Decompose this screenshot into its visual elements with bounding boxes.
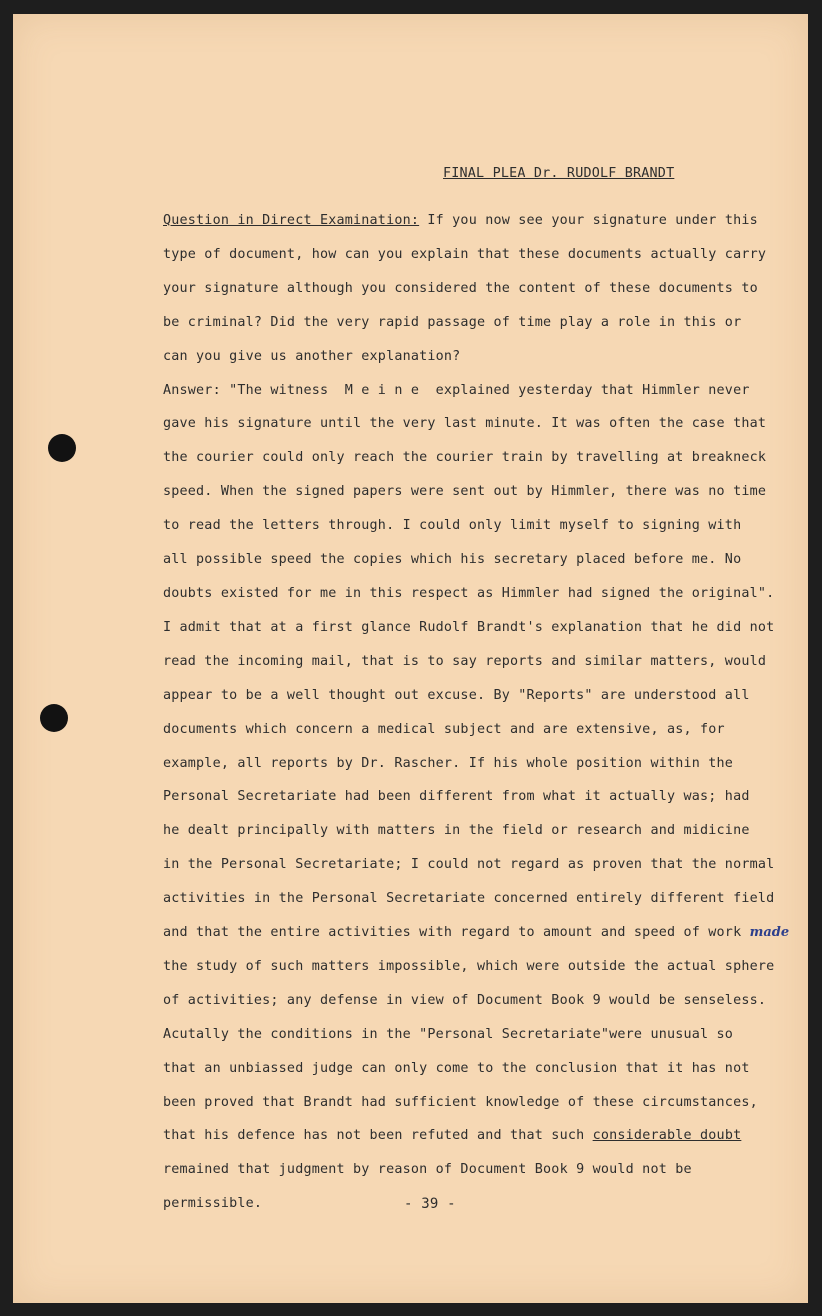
text-line: Answer: "The witness M e i n e explained yesterday that Himmler never	[163, 382, 750, 398]
page-number: - 39 -	[404, 1196, 456, 1212]
document-page	[13, 14, 808, 1303]
text-line: If you now see your signature under this	[419, 213, 758, 228]
text-line: remained that judgment by reason of Document Book 9 would not be	[163, 1162, 692, 1178]
text-line: Acutally the conditions in the "Personal Secretariate"were unusual so	[163, 1026, 734, 1042]
text-line: activities in the Personal Secretariate concerned entirely different field	[163, 891, 775, 907]
text-line: type of document, how can you explain that these documents actually carry	[163, 246, 767, 262]
text-line: your signature although you considered the content of these documents to	[163, 280, 758, 296]
text-line: read the incoming mail, that is to say reports and similar matters, would	[163, 653, 767, 669]
punch-hole	[40, 704, 68, 732]
text-line: he dealt principally with matters in the field or research and midicine	[163, 823, 750, 839]
underlined-phrase: considerable doubt	[592, 1128, 742, 1144]
text-line: that his defence has not been refuted and that such	[163, 1128, 593, 1144]
text-line: all possible speed the copies which his secretary placed before me. No	[163, 552, 742, 568]
text-line: to read the letters through. I could only limit myself to signing with	[163, 518, 742, 534]
document-heading: FINAL PLEA Dr. RUDOLF BRANDT	[443, 166, 675, 181]
text-line: documents which concern a medical subject and are extensive, as, for	[163, 721, 725, 737]
text-line: appear to be a well thought out excuse. By "Reports" are understood all	[163, 687, 750, 703]
text-line: the courier could only reach the courier train by travelling at breakneck	[163, 450, 767, 466]
text-line: been proved that Brandt had sufficient knowledge of these circumstances,	[163, 1094, 758, 1110]
text-line: that an unbiassed judge can only come to the conclusion that it has not	[163, 1060, 750, 1076]
text-line: the study of such matters impossible, which were outside the actual sphere	[163, 958, 775, 974]
handwritten-insertion: made	[749, 925, 790, 941]
text-line: in the Personal Secretariate; I could not regard as proven that the normal	[163, 857, 775, 873]
text-line: speed. When the signed papers were sent out by Himmler, there was no time	[163, 484, 767, 500]
punch-hole	[48, 434, 76, 462]
text-line: permissible.	[163, 1196, 263, 1212]
text-line: Personal Secretariate had been different from what it actually was; had	[163, 789, 750, 805]
text-line: and that the entire activities with regard to amount and speed of work	[163, 925, 750, 941]
text-line: doubts existed for me in this respect as Himmler had signed the original".	[163, 585, 775, 601]
text-line: be criminal? Did the very rapid passage of time play a role in this or	[163, 314, 742, 330]
text-line: of activities; any defense in view of Document Book 9 would be senseless.	[163, 992, 767, 1008]
text-line: I admit that at a first glance Rudolf Brandt's explanation that he did not	[163, 619, 775, 635]
question-label: Question in Direct Examination:	[163, 213, 420, 228]
document-body	[163, 204, 789, 1221]
text-line: example, all reports by Dr. Rascher. If his whole position within the	[163, 755, 734, 771]
text-line: can you give us another explanation?	[163, 348, 461, 364]
text-line: gave his signature until the very last minute. It was often the case that	[163, 416, 767, 432]
